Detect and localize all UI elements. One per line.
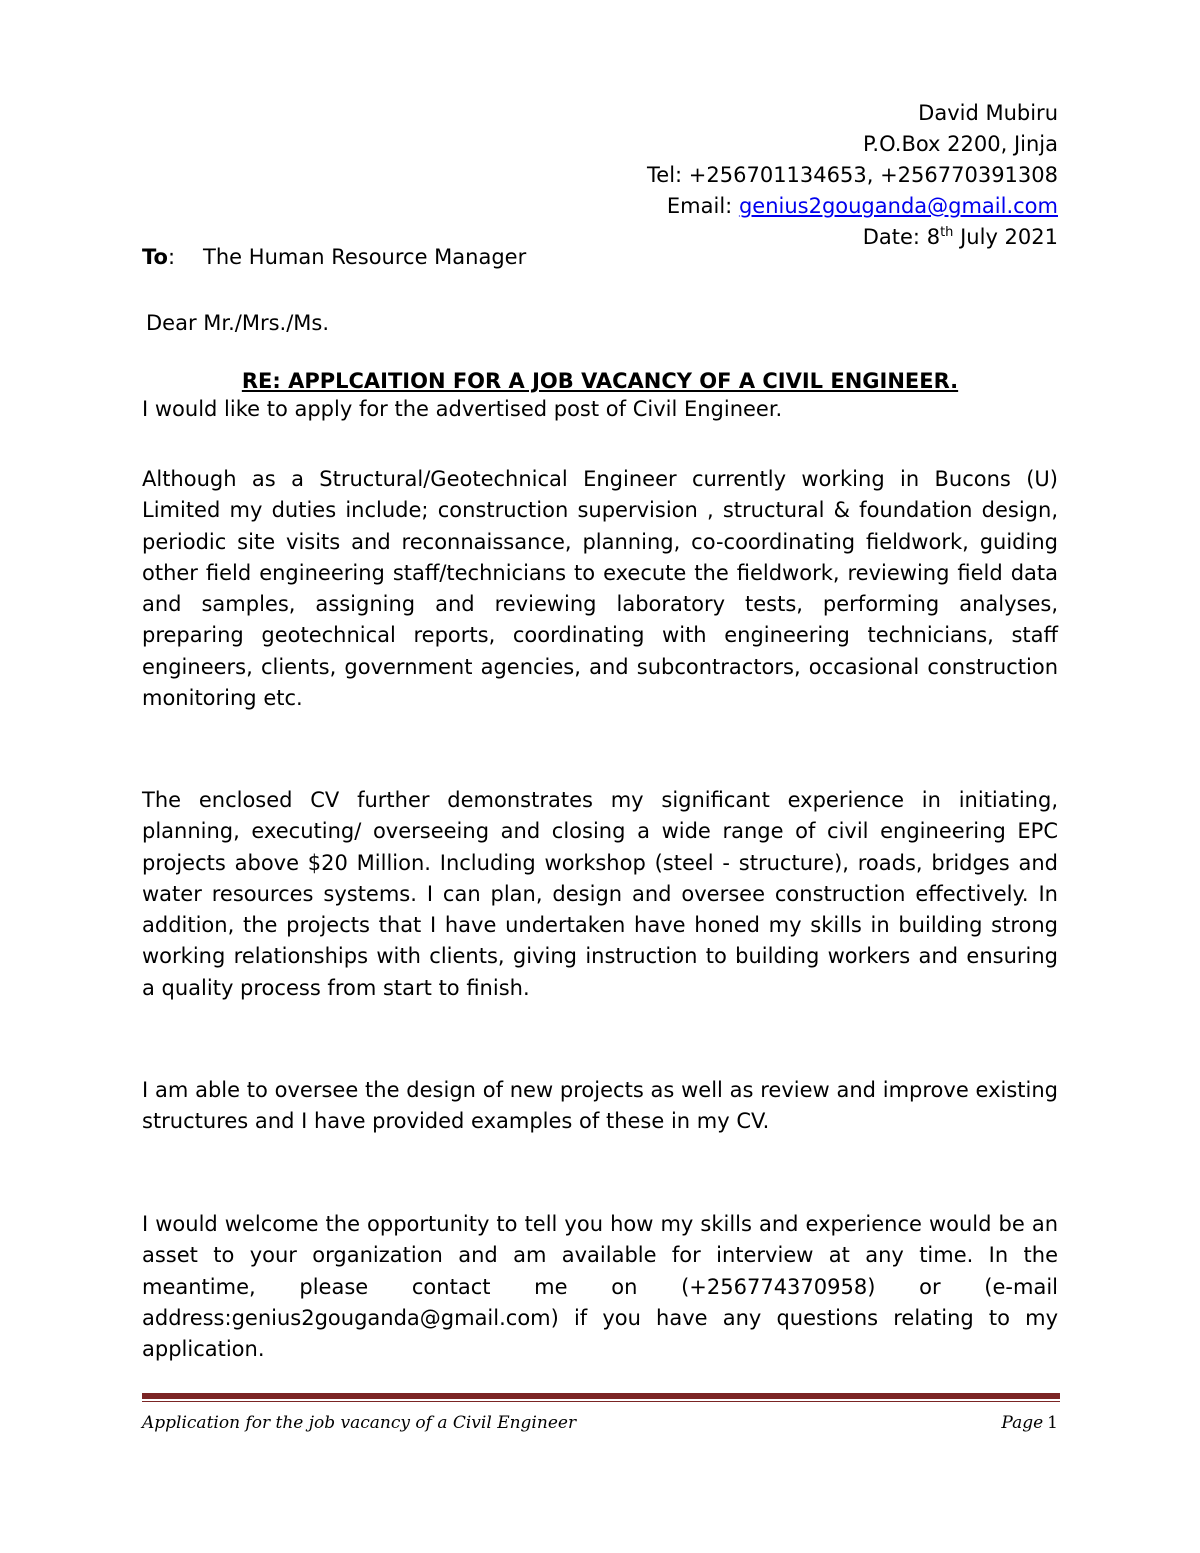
paragraph-experience: The enclosed CV further demonstrates my significant experience in initiating, planning, executing/ overseeing and closing a wide range of civil engineering EPC projects above $20 Million. Including workshop (steel - structure), roads, bridges and water resources systems. I can plan, design and oversee construction effectively. In addition, the projects that I have undertaken have honed my skills in building strong working relationships with clients, giving instruction to building workers and ensuring a quality process from start to finish.	[142, 788, 1058, 1000]
recipient-label: To	[142, 245, 168, 269]
sender-tel	[647, 160, 1058, 191]
letter-date	[647, 222, 1058, 253]
sender-email	[647, 191, 1058, 222]
paragraph-duties: Although as a Structural/Geotechnical Engineer currently working in Bucons (U) Limited my duties include; construction supervision , structural & foundation design, periodic site visits and reconnaissance, planning, co-coordinating fieldwork, guiding other field engineering staff/technicians to execute the fieldwork, reviewing field data and samples, assigning and reviewing laboratory tests, performing analyses, preparing geotechnical reports, coordinating with engineering technicians, staff engineers, clients, government agencies, and subcontractors, occasional construction monitoring etc.	[142, 467, 1058, 711]
date-label: Date:	[862, 225, 921, 249]
paragraph-design: I am able to oversee the design of new projects as well as review and improve existing structures and I have provided examples of these in my CV.	[142, 1078, 1058, 1134]
recipient-line	[142, 242, 526, 273]
page-number: 1	[1047, 1413, 1058, 1433]
sender-block	[647, 98, 1058, 253]
email-label: Email:	[666, 194, 733, 218]
footer-divider-thin	[142, 1401, 1060, 1402]
paragraph-closing: I would welcome the opportunity to tell you how my skills and experience would be an asset to your organization and am available for interview at any time. In the meantime, please contact me on (+256774370958) or (e-mail address:genius2gouganda@gmail.com) if you have any questions relating to my application.	[142, 1212, 1058, 1362]
date-day: 8	[926, 225, 941, 249]
tel-label: Tel:	[647, 163, 683, 187]
subject-line: RE: APPLCAITION FOR A JOB VACANCY OF A CIVIL ENGINEER.	[241, 369, 959, 393]
recipient-colon: :	[167, 245, 176, 269]
date-suffix: th	[940, 225, 954, 240]
recipient-value: The Human Resource Manager	[203, 245, 527, 269]
tel-value: +256701134653, +256770391308	[688, 163, 1058, 187]
footer-page	[1001, 1411, 1058, 1435]
date-rest: July 2021	[960, 225, 1058, 249]
salutation: Dear Mr./Mrs./Ms.	[146, 311, 330, 335]
page-label: Page	[1001, 1413, 1044, 1433]
paragraph-intro: I would like to apply for the advertised post of Civil Engineer.	[142, 397, 783, 421]
footer-divider	[142, 1393, 1060, 1399]
footer-title: Application for the job vacancy of a Civil Engineer	[142, 1413, 577, 1433]
email-link[interactable]: genius2gouganda@gmail.com	[738, 194, 1058, 218]
sender-name: David Mubiru	[918, 101, 1058, 125]
sender-address: P.O.Box 2200, Jinja	[863, 132, 1058, 156]
